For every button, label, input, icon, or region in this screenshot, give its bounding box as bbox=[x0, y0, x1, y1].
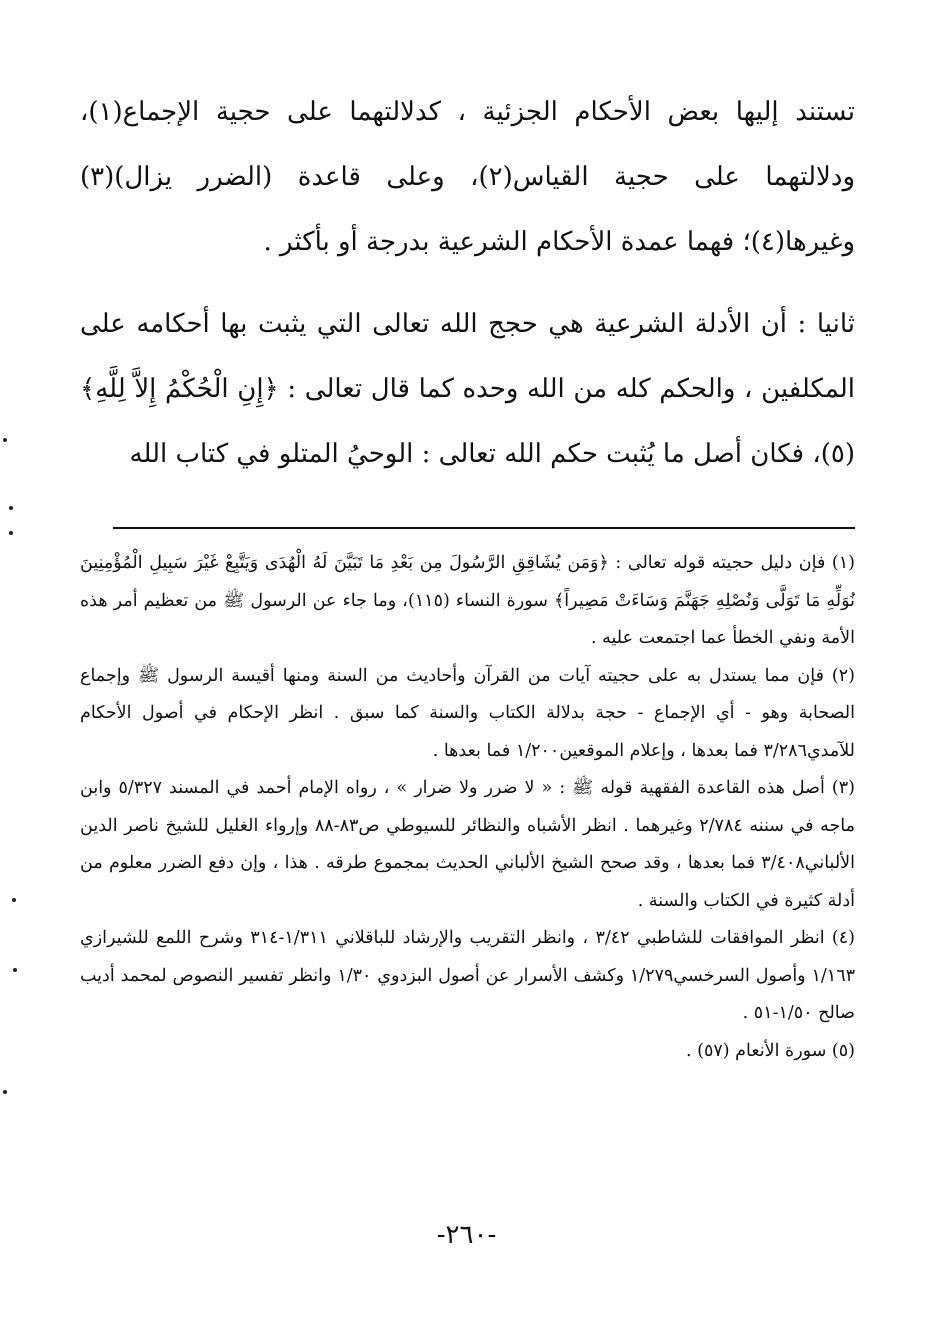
scan-speck bbox=[9, 506, 13, 510]
body-paragraph-2: ثانيا : أن الأدلة الشرعية هي حجج الله تعالى التي يثبت بها أحكامه على المكلفين ، والحكم كله من الله وحده كما قال تعالى : ﴿إِنِ الْحُكْمُ إِلاَّ لِلَّهِ﴾(٥)، فكان أصل ما يُثبت حكم الله تعالى : الوحيُ المتلو في كتاب الله bbox=[80, 309, 855, 469]
scan-speck bbox=[12, 898, 16, 902]
scan-speck bbox=[3, 1090, 7, 1094]
scan-speck bbox=[9, 531, 13, 535]
page-number: -٢٦٠- bbox=[436, 1220, 497, 1250]
scan-speck bbox=[3, 438, 7, 442]
footnotes-section bbox=[80, 545, 855, 1070]
footnote-3: (٣) أصل هذه القاعدة الفقهية قوله ﷺ : « لا ضرر ولا ضرار » ، رواه الإمام أحمد في المسند ٥/٣٢٧ وابن ماجه في سننه ٢/٧٨٤ وغيرهما . انظر الأشباه والنظائر للسيوطي ص٨٣-٨٨ وإرواء الغليل للشيخ ناصر الدين الألباني٣/٤٠٨ فما بعدها ، وقد صحح الشيخ الألباني الحديث بمجموع طرقه . هذا ، وإن دفع الضرر معلوم من أدلة كثيرة في الكتاب والسنة . bbox=[80, 778, 856, 911]
footnote-4: (٤) انظر الموافقات للشاطبي ٣/٤٢ ، وانظر التقريب والإرشاد للباقلاني ١/٣١١-٣١٤ وشرح اللمع للشيرازي ١/١٦٣ وأصول السرخسي١/٢٧٩ وكشف الأسرار عن أصول البزدوي ١/٣٠ وانظر تفسير النصوص لمحمد أديب صالح ١/٥٠-٥١ . bbox=[80, 928, 855, 1023]
scan-speck bbox=[13, 968, 17, 972]
footnote-2: (٢) فإن مما يستدل به على حجيته آيات من القرآن وأحاديث من السنة ومنها أقيسة الرسول ﷺ وإجماع الصحابة وهو - أي الإجماع - حجة بدلالة الكتاب والسنة كما سبق . انظر الإحكام في أصول الأحكام للآمدي٣/٢٨٦ فما بعدها ، وإعلام الموقعين١/٢٠٠ فما بعدها . bbox=[80, 665, 855, 761]
body-paragraph-1: تستند إليها بعض الأحكام الجزئية ، كدلالتهما على حجية الإجماع(١)، ودلالتهما على حجية القياس(٢)، وعلى قاعدة (الضرر يزال)(٣) وغيرها(٤)؛ فهما عمدة الأحكام الشرعية بدرجة أو بأكثر . bbox=[80, 97, 856, 257]
footnote-5: (٥) سورة الأنعام (٥٧) . bbox=[686, 1040, 855, 1061]
footnote-1: (١) فإن دليل حجيته قوله تعالى : ﴿وَمَن يُشَاقِقِ الرَّسُولَ مِن بَعْدِ مَا تَبَيَّنَ لَهُ الْهُدَى وَيَتَّبِعْ غَيْرَ سَبِيلِ الْمُؤْمِنِينَ نُوَلِّهِ مَا تَوَلَّى وَنُصْلِهِ جَهَنَّمَ وَسَاءَتْ مَصِيراً﴾ سورة النساء (١١٥)، وما جاء عن الرسول ﷺ من تعظيم أمر هذه الأمة ونفي الخطأ عما اجتمعت عليه . bbox=[80, 553, 856, 648]
footnote-separator bbox=[113, 527, 855, 529]
